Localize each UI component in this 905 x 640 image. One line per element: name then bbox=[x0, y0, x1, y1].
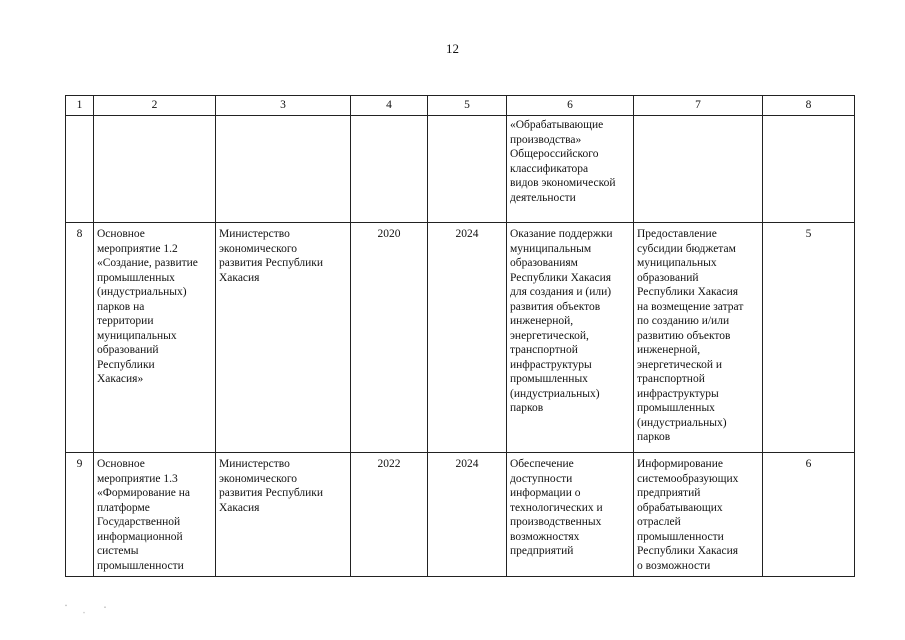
header-cell-4: 4 bbox=[351, 96, 428, 116]
row-number-cell bbox=[66, 116, 94, 223]
event-name-cell: Основное мероприятие 1.3 «Формирование на платформе Государственной информационной системы промышленности bbox=[94, 453, 216, 577]
description-cell: Оказание поддержки муниципальным образованиям Республики Хакасия для создания и (или) развития объектов инженерной, энергетической, транспортной инфраструктуры промышленных (индустриальных) парков bbox=[507, 223, 634, 453]
end-year-cell: 2024 bbox=[428, 223, 507, 453]
result-cell: Информирование системообразующих предприятий обрабатывающих отраслей промышленности Республики Хакасия о возможности bbox=[634, 453, 763, 577]
table-row-8 bbox=[66, 223, 855, 453]
row-number-cell: 9 bbox=[66, 453, 94, 577]
end-year-cell bbox=[428, 116, 507, 223]
page-number: 12 bbox=[446, 41, 459, 56]
result-cell bbox=[634, 116, 763, 223]
description-cell: «Обрабатывающие производства» Общероссийского классификатора видов экономической деятельности bbox=[507, 116, 634, 223]
event-name-cell bbox=[94, 116, 216, 223]
header-cell-2: 2 bbox=[94, 96, 216, 116]
indicator-cell bbox=[763, 116, 855, 223]
table-row-9 bbox=[66, 453, 855, 577]
indicator-cell: 5 bbox=[763, 223, 855, 453]
event-name-cell: Основное мероприятие 1.2 «Создание, развитие промышленных (индустриальных) парков на территории муниципальных образований Республики Хакасия» bbox=[94, 223, 216, 453]
header-cell-3: 3 bbox=[216, 96, 351, 116]
header-cell-5: 5 bbox=[428, 96, 507, 116]
end-year-cell: 2024 bbox=[428, 453, 507, 577]
start-year-cell bbox=[351, 116, 428, 223]
result-cell: Предоставление субсидии бюджетам муниципальных образований Республики Хакасия на возмещение затрат по созданию и/или развитию объектов инженерной, энергетической и транспортной инфраструктуры промышленных (индустриальных) парков bbox=[634, 223, 763, 453]
header-cell-6: 6 bbox=[507, 96, 634, 116]
description-cell: Обеспечение доступности информации о технологических и производственных возможностях предприятий bbox=[507, 453, 634, 577]
executor-cell bbox=[216, 116, 351, 223]
scan-specks bbox=[60, 600, 120, 618]
header-row bbox=[66, 96, 855, 116]
program-table bbox=[65, 95, 855, 577]
executor-cell: Министерство экономического развития Республики Хакасия bbox=[216, 223, 351, 453]
row-number-cell: 8 bbox=[66, 223, 94, 453]
start-year-cell: 2020 bbox=[351, 223, 428, 453]
indicator-cell: 6 bbox=[763, 453, 855, 577]
header-cell-8: 8 bbox=[763, 96, 855, 116]
executor-cell: Министерство экономического развития Республики Хакасия bbox=[216, 453, 351, 577]
header-cell-1: 1 bbox=[66, 96, 94, 116]
table-row-continuation bbox=[66, 116, 855, 223]
header-cell-7: 7 bbox=[634, 96, 763, 116]
start-year-cell: 2022 bbox=[351, 453, 428, 577]
